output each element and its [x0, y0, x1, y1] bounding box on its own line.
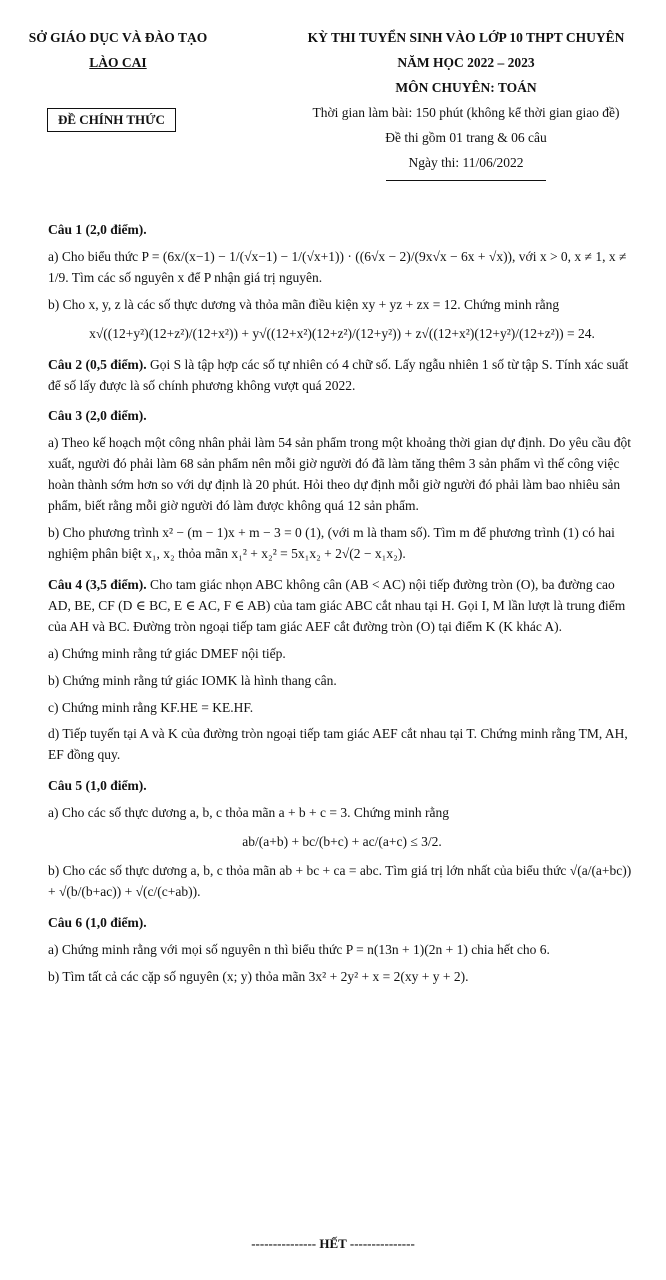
question-3b: b) Cho phương trình x² − (m − 1)x + m − 3 = 0 (1), (với m là tham số). Tìm m để phương trình (1) có hai nghiệm phân biệt x₁, x₂ thỏa mãn x₁² + x₂² = 5x₁x₂ + 2√(2 − x₁x₂).	[48, 525, 615, 561]
question-6b: b) Tìm tất cả các cặp số nguyên (x; y) thỏa mãn 3x² + 2y² + x = 2(xy + y + 2).	[48, 968, 469, 984]
question-4	[48, 575, 636, 766]
question-2-text: Gọi S là tập hợp các số tự nhiên có 4 chữ số. Lấy ngẫu nhiên 1 số từ tập S. Tính xác suất để số lấy được là số chính phương không vượt quá 2022.	[48, 356, 629, 393]
question-6-title: Câu 6 (1,0 điểm).	[48, 914, 147, 930]
question-4-text: Cho tam giác nhọn ABC không cân (AB < AC) nội tiếp đường tròn (O), ba đường cao AD, BE, CF (D ∈ BC, E ∈ AC, F ∈ AB) của tam giác ABC cắt nhau tại H. Gọi I, M lần lượt là trung điểm của AH và BC. Đường tròn ngoại tiếp tam giác AEF cắt đường tròn (O) tại điểm K (K khác A).	[48, 576, 626, 634]
question-3a: a) Theo kế hoạch một công nhân phải làm 54 sản phẩm trong một khoảng thời gian dự định. Do yêu cầu đột xuất, người đó phải làm 68 sản phẩm nên mỗi giờ người đó đã làm tăng thêm 3 sản phẩm vì thế công việc hoàn thành sớm hơn so với dự định là 20 phút. Hỏi theo dự định mỗi giờ người đó phải làm bao nhiêu sản phẩm, biết rằng mỗi giờ người đó làm được không quá 12 sản phẩm.	[48, 435, 631, 514]
question-4a: a) Chứng minh rằng tứ giác DMEF nội tiếp.	[48, 645, 286, 661]
question-5a-formula: ab/(a+b) + bc/(b+c) + ac/(a+c) ≤ 3/2.	[242, 834, 442, 850]
question-1b-formula: x√((12+y²)(12+z²)/(12+x²)) + y√((12+x²)(12+z²)/(12+y²)) + z√((12+x²)(12+y²)/(12+z²)) = 24.	[89, 325, 595, 341]
question-1b: b) Cho x, y, z là các số thực dương và thỏa mãn điều kiện xy + yz + zx = 12. Chứng minh rằng	[48, 296, 560, 312]
question-5	[48, 776, 636, 903]
question-2-title: Câu 2 (0,5 điểm).	[48, 356, 147, 372]
subject: MÔN CHUYÊN: TOÁN	[395, 80, 537, 95]
school-year: NĂM HỌC 2022 – 2023	[397, 55, 535, 70]
question-6a: a) Chứng minh rằng với mọi số nguyên n thì biểu thức P = n(13n + 1)(2n + 1) chia hết cho 6.	[48, 941, 550, 957]
end-marker: --------------- HẾT ---------------	[251, 1236, 415, 1251]
province: LÀO CAI	[89, 55, 147, 70]
official-badge: ĐỀ CHÍNH THỨC	[47, 108, 176, 132]
question-5-title: Câu 5 (1,0 điểm).	[48, 778, 147, 794]
question-1	[48, 220, 636, 345]
questions	[48, 220, 636, 998]
question-3	[48, 406, 636, 564]
time-limit: Thời gian làm bài: 150 phút (không kể thời gian giao đề)	[312, 105, 620, 120]
question-4-title: Câu 4 (3,5 điểm).	[48, 576, 147, 592]
department: SỞ GIÁO DỤC VÀ ĐÀO TẠO	[28, 30, 208, 45]
question-5a: a) Cho các số thực dương a, b, c thỏa mãn a + b + c = 3. Chứng minh rằng	[48, 805, 449, 821]
question-3-title: Câu 3 (2,0 điểm).	[48, 408, 147, 424]
question-5b: b) Cho các số thực dương a, b, c thỏa mãn ab + bc + ca = abc. Tìm giá trị lớn nhất của biểu thức √(a/(a+bc)) + √(b/(b+ac)) + √(c/(c+ab)).	[48, 863, 632, 899]
page-count: Đề thi gồm 01 trang & 06 câu	[385, 130, 547, 145]
header-rule	[386, 180, 546, 181]
question-6	[48, 913, 636, 988]
exam-name: KỲ THI TUYỂN SINH VÀO LỚP 10 THPT CHUYÊN	[307, 30, 625, 45]
question-4c: c) Chứng minh rằng KF.HE = KE.HF.	[48, 699, 254, 715]
question-2	[48, 355, 636, 397]
question-4b: b) Chứng minh rằng tứ giác IOMK là hình thang cân.	[48, 672, 337, 688]
question-1a: a) Cho biểu thức P = (6x/(x−1) − 1/(√x−1) − 1/(√x+1)) · ((6√x − 2)/(9x√x − 6x + √x)), với x > 0, x ≠ 1, x ≠ 1/9. Tìm các số nguyên x để P nhận giá trị nguyên.	[48, 248, 627, 285]
question-1-title: Câu 1 (2,0 điểm).	[48, 222, 147, 237]
exam-date: Ngày thi: 11/06/2022	[408, 155, 524, 170]
header-left	[18, 30, 218, 71]
header-right	[296, 30, 636, 181]
question-4d: d) Tiếp tuyến tại A và K của đường tròn ngoại tiếp tam giác AEF cắt nhau tại T. Chứng minh rằng TM, AH, EF đồng quy.	[48, 726, 628, 763]
